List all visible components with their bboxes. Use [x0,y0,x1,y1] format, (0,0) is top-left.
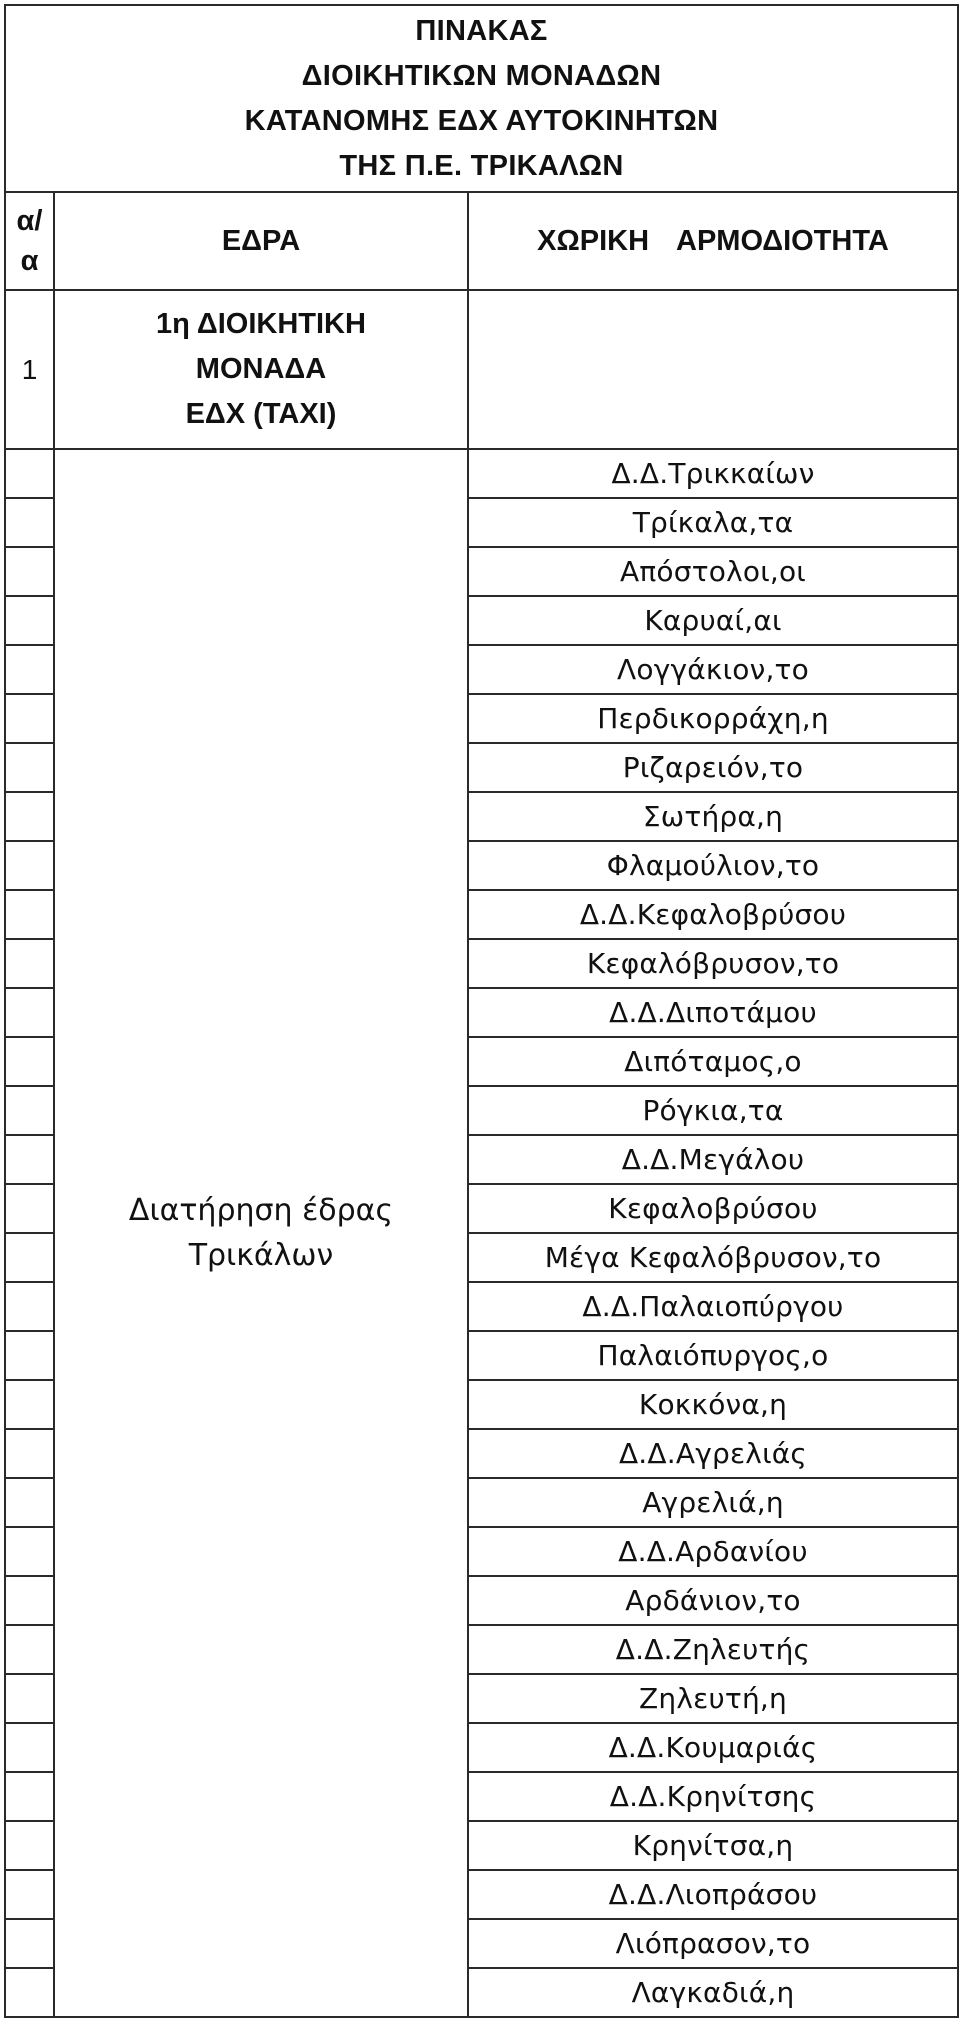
row-number-cell [5,547,54,596]
place-cell [468,1870,958,1919]
place-cell [468,1184,958,1233]
row-number-cell [5,1135,54,1184]
place-name: Αγρελιά,η [642,1486,784,1519]
place-cell [468,1919,958,1968]
place-row [5,449,958,498]
title-line-3: ΚΑΤΑΝΟΜΗΣ ΕΔΧ ΑΥΤΟΚΙΝΗΤΩΝ [244,104,719,137]
place-name: Δ.Δ.Κουμαριάς [608,1731,818,1764]
unit-name-line-1: 1η ΔΙΟΙΚΗΤΙΚΗ [156,308,366,340]
title-cell [5,5,958,192]
place-cell [468,1674,958,1723]
place-name: Ριζαρειόν,το [622,751,804,784]
place-cell [468,743,958,792]
place-cell [468,988,958,1037]
row-number-cell [5,1576,54,1625]
seat-cell [54,449,468,2017]
seat-text-line-2: Τρικάλων [188,1238,334,1273]
place-name: Λογγάκιον,το [617,653,809,686]
place-name: Απόστολοι,οι [620,555,806,588]
place-cell [468,498,958,547]
header-region-cell [468,192,958,290]
place-cell [468,1331,958,1380]
unit-name-line-2: ΜΟΝΑΔΑ [195,353,327,385]
row-number-cell [5,1870,54,1919]
row-number-cell [5,1919,54,1968]
seat-text [55,1188,467,1278]
place-name: Δ.Δ.Κρηνίτσης [609,1780,817,1813]
place-name: Δ.Δ.Κεφαλοβρύσου [579,898,847,931]
header-aa-line-1: α/ [16,205,43,237]
place-name: Ρόγκια,τα [642,1094,784,1127]
place-name: Παλαιόπυργος,ο [597,1339,829,1372]
header-aa-line-2: α [20,245,39,277]
row-number-cell [5,1380,54,1429]
row-number-cell [5,1478,54,1527]
place-cell [468,1086,958,1135]
row-number-cell [5,890,54,939]
place-name: Δ.Δ.Αγρελιάς [618,1437,808,1470]
place-cell [468,1282,958,1331]
header-seat: ΕΔΡΑ [221,224,301,257]
place-name: Δ.Δ.Μεγάλου [621,1143,805,1176]
place-cell [468,1478,958,1527]
place-name: Κεφαλοβρύσου [608,1192,818,1225]
row-number-cell [5,1037,54,1086]
header-region: ΧΩΡΙΚΗ ΑΡΜΟΔΙΟΤΗΤΑ [537,224,889,257]
row-number-cell [5,1968,54,2017]
unit-name [55,302,467,437]
place-name: Λιόπρασον,το [615,1927,811,1960]
admin-units-table [4,4,959,2018]
place-cell [468,1772,958,1821]
row-number-cell [5,743,54,792]
place-cell [468,1380,958,1429]
place-cell [468,792,958,841]
place-cell [468,596,958,645]
row-number-cell [5,939,54,988]
place-cell [468,547,958,596]
row-number-cell [5,1674,54,1723]
row-number-cell [5,1086,54,1135]
row-number-cell [5,792,54,841]
place-name: Δ.Δ.Ζηλευτής [615,1633,811,1666]
place-name: Δ.Δ.Λιοπράσου [608,1878,818,1911]
place-cell [468,645,958,694]
place-name: Κεφαλόβρυσον,το [586,947,840,980]
place-name: Δ.Δ.Παλαιοπύργου [582,1290,844,1323]
table-title [6,9,957,189]
place-cell [468,449,958,498]
title-line-2: ΔΙΟΙΚΗΤΙΚΩΝ ΜΟΝΑΔΩΝ [301,59,662,92]
place-name: Περδικορράχη,η [597,702,829,735]
place-name: Σωτήρα,η [642,800,784,833]
place-cell [468,694,958,743]
place-name: Κρηνίτσα,η [632,1829,794,1862]
unit-number: 1 [21,353,38,385]
place-name: Αρδάνιον,το [625,1584,801,1617]
unit-number-cell [5,290,54,449]
place-name: Λαγκαδιά,η [631,1976,795,2009]
place-cell [468,890,958,939]
row-number-cell [5,1723,54,1772]
place-cell [468,841,958,890]
place-cell [468,1527,958,1576]
row-number-cell [5,1184,54,1233]
header-seat-cell [54,192,468,290]
unit-region-cell [468,290,958,449]
header-aa-cell [5,192,54,290]
row-number-cell [5,1331,54,1380]
row-number-cell [5,449,54,498]
place-cell [468,1723,958,1772]
title-line-1: ΠΙΝΑΚΑΣ [415,14,548,47]
row-number-cell [5,1821,54,1870]
row-number-cell [5,988,54,1037]
unit-name-line-3: ΕΔΧ (ΤΑΧΙ) [185,398,337,430]
place-cell [468,1233,958,1282]
unit-name-cell [54,290,468,449]
place-name: Κοκκόνα,η [638,1388,788,1421]
title-row [5,5,958,192]
place-cell [468,1429,958,1478]
header-aa [6,201,53,281]
place-cell [468,1037,958,1086]
place-cell [468,1135,958,1184]
row-number-cell [5,1282,54,1331]
seat-text-line-1: Διατήρηση έδρας [128,1193,394,1228]
place-name: Δ.Δ.Τρικκαίων [611,457,815,490]
place-name: Τρίκαλα,τα [632,506,794,539]
row-number-cell [5,1772,54,1821]
place-cell [468,939,958,988]
place-cell [468,1821,958,1870]
row-number-cell [5,596,54,645]
place-cell [468,1625,958,1674]
place-name: Καρυαί,αι [644,604,782,637]
place-name: Διπόταμος,ο [624,1045,802,1078]
row-number-cell [5,1527,54,1576]
row-number-cell [5,498,54,547]
row-number-cell [5,645,54,694]
place-cell [468,1576,958,1625]
row-number-cell [5,1625,54,1674]
unit-row [5,290,958,449]
place-name: Δ.Δ.Διποτάμου [609,996,817,1029]
title-line-4: ΤΗΣ Π.Ε. ΤΡΙΚΑΛΩΝ [339,149,624,182]
row-number-cell [5,841,54,890]
place-name: Φλαμούλιον,το [606,849,820,882]
header-row [5,192,958,290]
place-name: Ζηλευτή,η [639,1682,787,1715]
place-cell [468,1968,958,2017]
place-name: Δ.Δ.Αρδανίου [618,1535,808,1568]
row-number-cell [5,1429,54,1478]
row-number-cell [5,1233,54,1282]
place-name: Μέγα Κεφαλόβρυσον,το [544,1241,882,1274]
row-number-cell [5,694,54,743]
